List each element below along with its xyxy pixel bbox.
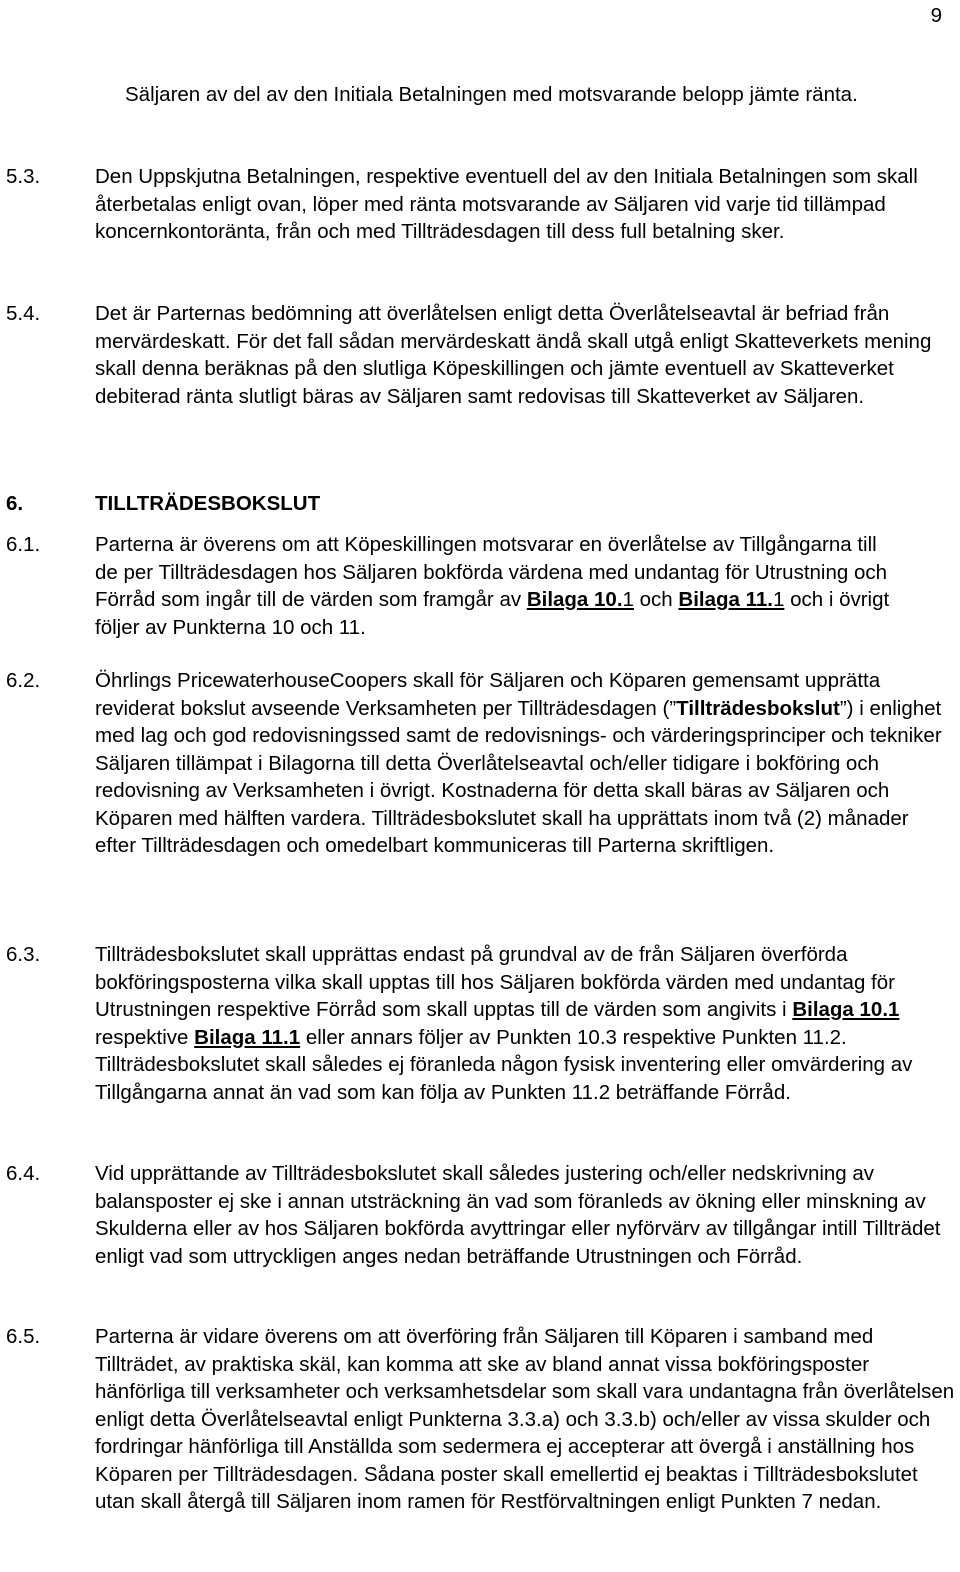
section-number: 6.4.	[6, 1162, 41, 1185]
link-text: 1	[772, 588, 785, 611]
appendix-link-11-1[interactable]: Bilaga 11.1	[194, 1025, 301, 1049]
text-segment: Öhrlings PricewaterhouseCoopers skall för Säljaren och Köparen gemensamt upprätta reviderat bokslut avseende Verksamheten per Tillträdesdagen (”	[95, 669, 881, 720]
link-text: Bilaga 11.	[678, 588, 773, 611]
section-number: 6.	[6, 492, 24, 515]
section-number: 5.3.	[6, 165, 41, 188]
link-text: 1	[622, 588, 634, 611]
section-number: 6.1.	[6, 533, 41, 556]
section-number: 6.3.	[6, 943, 41, 966]
section-title: TILLTRÄDESBOKSLUT	[95, 492, 321, 515]
paragraph-text: Säljaren av del av den Initiala Betalningen med motsvarande belopp jämte ränta.	[125, 83, 858, 106]
paragraph-text	[95, 941, 957, 1106]
link-text: Bilaga 10.	[526, 588, 623, 611]
section-number: 6.5.	[6, 1325, 41, 1348]
text-segment: Tillträdesbokslutet skall upprättas endast på grundval av de från Säljaren överförda bokföringsposterna vilka skall upptas till hos Säljaren bokförda värden med undantag för Utrustningen respektive Förråd som skall upptas till de värden som angivits i	[95, 943, 895, 1021]
appendix-link-10-1[interactable]: Bilaga 10.1	[792, 998, 900, 1021]
section-number: 5.4.	[6, 302, 41, 325]
paragraph-text: Parterna är vidare överens om att överföring från Säljaren till Köparen i samband med Tillträdet, av praktiska skäl, kan komma att ske av bland annat vissa bokföringsposter hänförliga till verksamheter och verksamhetsdelar som skall vara undantagna från överlåtelsen enligt detta Överlåtelseavtal enligt Punkterna 3.3.a) och 3.3.b) och/eller av vissa skulder och fordringar hänförliga till Anställda som sedermera ej accepterar att övergå i anställning hos Köparen per Tillträdesdagen. Sådana poster skall emellertid ej beaktas i Tillträdesbokslutet utan skall återgå till Säljaren inom ramen för Restförvaltningen enligt Punkten 7 nedan.	[95, 1325, 955, 1513]
paragraph-text	[95, 667, 945, 860]
text-segment: och	[633, 588, 679, 611]
text-segment: ”) i enlighet med lag och god redovisningssed samt de redovisnings- och värderingsprinciper och tekniker Säljaren tillämpat i Bilagorna till detta Överlåtelseavtal och/eller tidigare i bokföring och redovisning av Verksamheten i övrigt. Kostnaderna för detta skall bäras av Säljaren och Köparen med hälften vardera. Tillträdesbokslutet skall ha upprättats inom två (2) månader efter Tillträdesdagen och omedelbart kommuniceras till Parterna skriftligen.	[95, 696, 942, 857]
appendix-link-10-1[interactable]	[527, 588, 634, 611]
text-segment: Parterna är överens om att Köpeskillingen motsvarar en överlåtelse av Tillgångarna till de per Tillträdesdagen hos Säljaren bokförda värdena med undantag för Utrustning och Förråd som ingår till de värden som framgår av	[95, 533, 888, 611]
page-number: 9	[930, 4, 942, 27]
appendix-link-11-1[interactable]	[678, 588, 784, 611]
paragraph-text: Det är Parternas bedömning att överlåtelsen enligt detta Överlåtelseavtal är befriad från mervärdeskatt. För det fall sådan mervärdeskatt ändå skall utgå enligt Skatteverkets mening skall denna beräknas på den slutliga Köpeskillingen och jämte eventuell av Skatteverket debiterad ränta slutligt bäras av Säljaren samt redovisas till Skatteverket av Säljaren.	[95, 302, 932, 408]
section-number: 6.2.	[6, 669, 41, 692]
text-segment: respektive	[95, 1025, 195, 1049]
paragraph-text: Vid upprättande av Tillträdesbokslutet skall således justering och/eller nedskrivning av balansposter ej ske i annan utsträckning än vad som föranleds av ökning eller minskning av Skulderna eller av hos Säljaren bokförda avyttringar eller nyförvärv av tillgångar intill Tillträdet enligt vad som uttryckligen anges nedan beträffande Utrustningen och Förråd.	[95, 1162, 941, 1268]
text-segment: och i övrigt följer av Punkterna 10 och 11.	[95, 588, 890, 639]
paragraph-text: Den Uppskjutna Betalningen, respektive eventuell del av den Initiala Betalningen som skall återbetalas enligt ovan, löper med ränta motsvarande av Säljaren vid varje tid tillämpad koncernkontoränta, från och med Tillträdesdagen till dess full betalning sker.	[95, 165, 918, 243]
paragraph-text	[95, 531, 900, 641]
defined-term: Tillträdesbokslut	[676, 696, 840, 720]
text-segment: eller annars följer av Punkten 10.3 respektive Punkten 11.2. Tillträdesbokslutet skall således ej föranleda någon fysisk inventering eller omvärdering av Tillgångarna annat än vad som kan följa av Punkten 11.2 beträffande Förråd.	[95, 1025, 913, 1104]
